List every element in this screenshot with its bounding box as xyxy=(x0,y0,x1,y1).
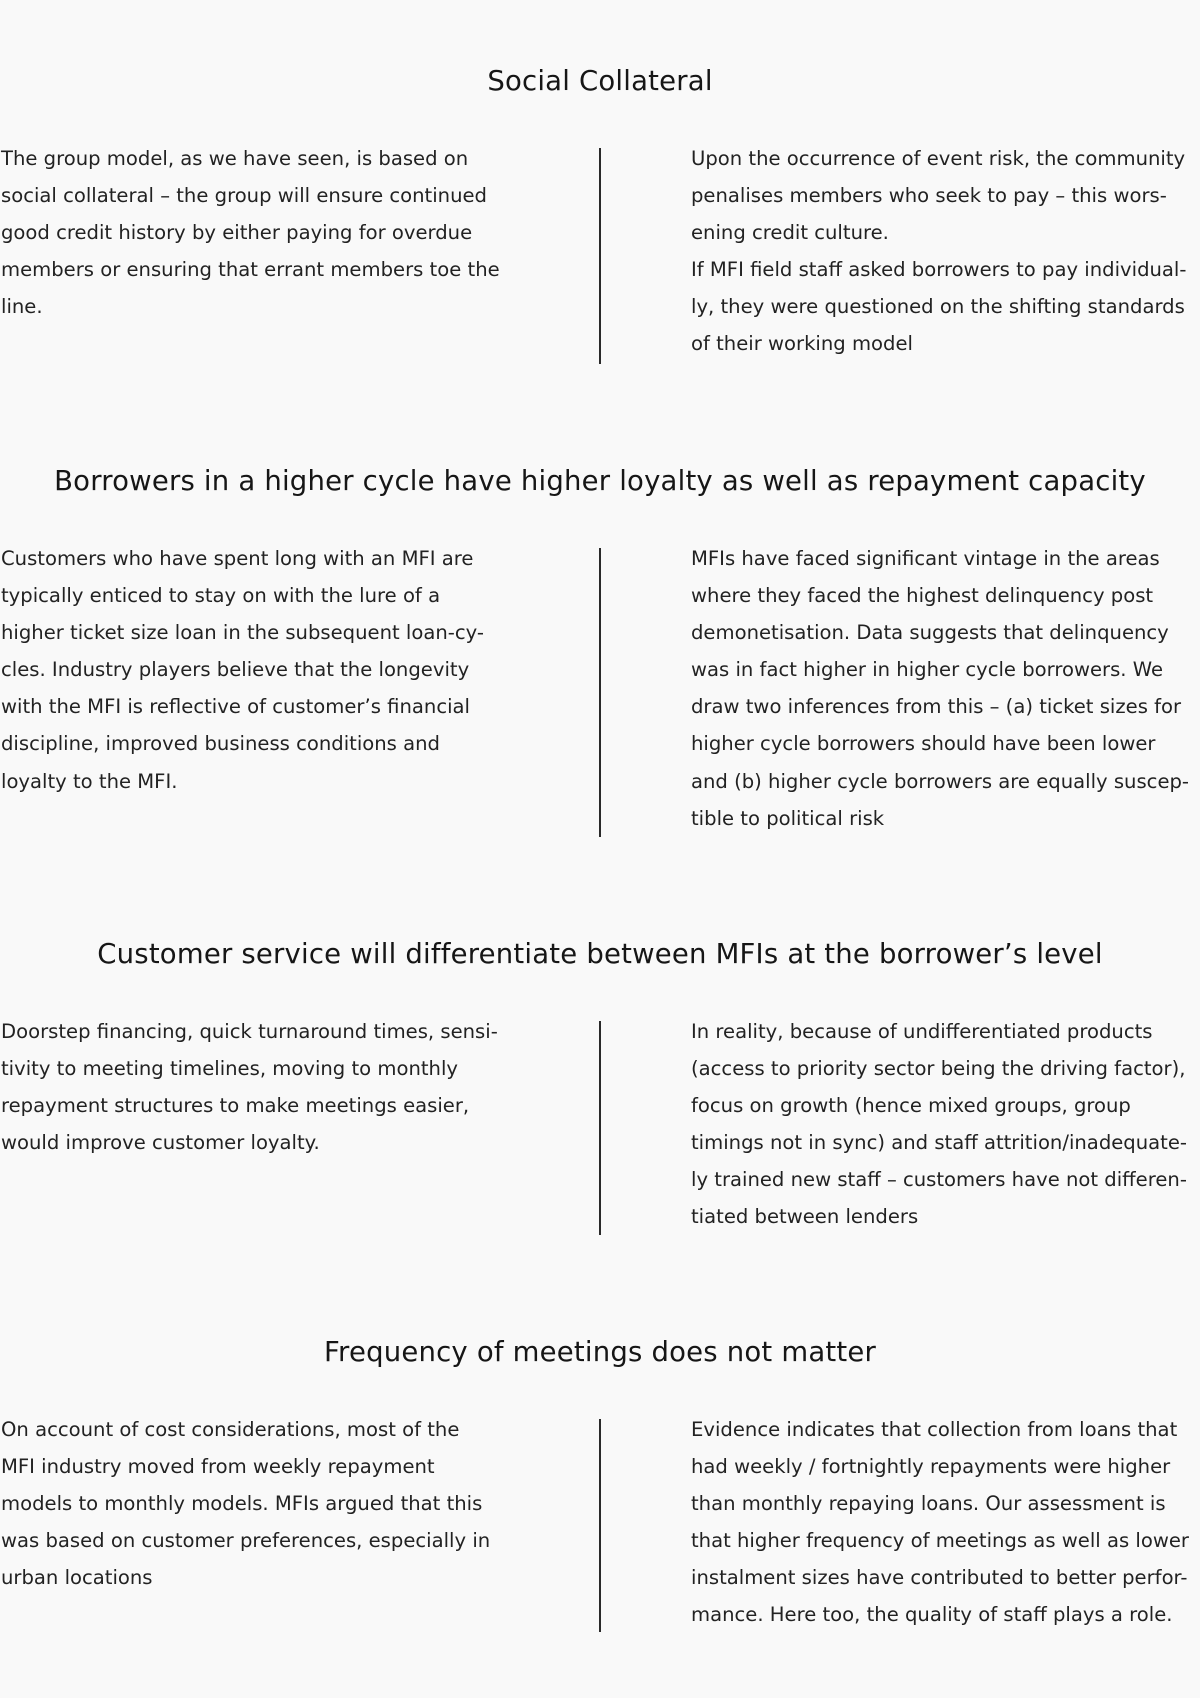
left-column-text: The group model, as we have seen, is based on social collateral – the group will ensure continued good credit history by either paying for overdue members or ensuring that errant members toe the line. xyxy=(1,147,500,319)
left-column-text: Customers who have spent long with an MFI are typically enticed to stay on with the lure of a higher ticket size loan in the subsequent loan-cy- cles. Industry players believe that the longevity with the MFI is reflective of customer’s financial discipline, improved business conditions and loyalty to the MFI. xyxy=(1,547,484,793)
column-divider xyxy=(599,1419,601,1632)
right-column-text: MFIs have faced significant vintage in the areas where they faced the highest delinquency post demonetisation. Data suggests that delinquency was in fact higher in higher cycle borrowers. We draw two inferences from this – (a) ticket sizes for higher cycle borrowers should have been lower and (b) higher cycle borrowers are equally suscep- tible to political risk xyxy=(691,547,1190,830)
section-title: Customer service will differentiate between MFIs at the borrower’s level xyxy=(97,938,1103,970)
right-column-text: Upon the occurrence of event risk, the community penalises members who seek to pay – this wors- ening credit culture. If MFI field staff asked borrowers to pay individual- ly, they were questioned on the shifting standards of their working model xyxy=(691,147,1187,356)
section-title: Social Collateral xyxy=(487,65,713,97)
column-divider xyxy=(599,548,601,837)
left-column-text: On account of cost considerations, most of the MFI industry moved from weekly repayment models to monthly models. MFIs argued that this was based on customer preferences, especially in urban locations xyxy=(1,1418,491,1590)
right-column-text: Evidence indicates that collection from loans that had weekly / fortnightly repayments were higher than monthly repaying loans. Our assessment is that higher frequency of meetings as well as lower instalment sizes have contributed to better perfor- mance. Here too, the quality of staff plays a role. xyxy=(691,1418,1189,1627)
left-column-text: Doorstep financing, quick turnaround times, sensi- tivity to meeting timelines, moving to monthly repayment structures to make meetings easier, would improve customer loyalty. xyxy=(1,1020,498,1155)
right-column-text: In reality, because of undifferentiated products (access to priority sector being the driving factor), focus on growth (hence mixed groups, group timings not in sync) and staff attrition/inadequate- ly trained new staff – customers have not differen- tiated between lenders xyxy=(691,1020,1187,1229)
column-divider xyxy=(599,148,601,364)
section-title: Frequency of meetings does not matter xyxy=(324,1336,876,1368)
column-divider xyxy=(599,1021,601,1235)
section-title: Borrowers in a higher cycle have higher loyalty as well as repayment capacity xyxy=(54,465,1146,497)
